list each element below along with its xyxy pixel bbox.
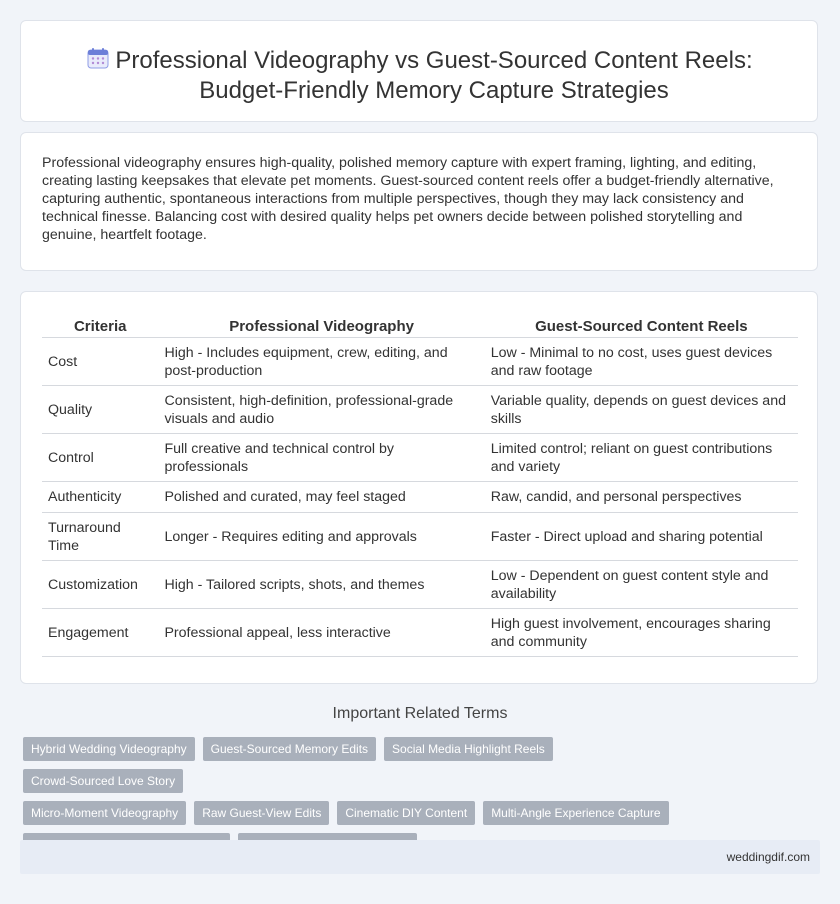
cell-professional: High - Tailored scripts, shots, and themes [158, 561, 484, 609]
header-criteria: Criteria [42, 316, 158, 338]
cell-criteria: Customization [42, 561, 158, 609]
cell-professional: Polished and curated, may feel staged [158, 482, 484, 513]
table-row [42, 386, 798, 434]
header-professional: Professional Videography [158, 316, 484, 338]
table-row [42, 513, 798, 561]
cell-professional: Full creative and technical control by professionals [158, 434, 484, 482]
footer-site[interactable]: weddingdif.com [726, 850, 810, 864]
cell-guest: Variable quality, depends on guest devices and skills [485, 386, 798, 434]
related-terms-title: Important Related Terms [332, 705, 508, 722]
tag-guest-sourced-memory-edits[interactable]: Guest-Sourced Memory Edits [203, 737, 376, 761]
table-row [42, 434, 798, 482]
cell-criteria: Engagement [42, 609, 158, 657]
intro-paragraph: Professional videography ensures high-quality, polished memory capture with expert framing, lighting, and editing, creating lasting keepsakes that elevate pet moments. Guest-sourced content reels offer a budget-friendly alternative, capturing authentic, spontaneous interactions from multiple perspectives, though they may lack consistency and technical finesse. Balancing cost with desired quality helps pet owners decide between polished storytelling and genuine, heartfelt footage. [42, 155, 774, 243]
cell-guest: Low - Minimal to no cost, uses guest devices and raw footage [485, 338, 798, 386]
tag-cinematic-diy-content[interactable]: Cinematic DIY Content [337, 801, 475, 825]
header-card [20, 20, 818, 122]
tag-hybrid-wedding-videography[interactable]: Hybrid Wedding Videography [23, 737, 195, 761]
table-row [42, 482, 798, 513]
comparison-card [20, 291, 818, 684]
cell-guest: High guest involvement, encourages sharing and community [485, 609, 798, 657]
cell-criteria: Authenticity [42, 482, 158, 513]
tag-crowd-sourced-love-story[interactable]: Crowd-Sourced Love Story [23, 769, 183, 793]
page-title-line1: Professional Videography vs Guest-Sourced Content Reels: [115, 47, 753, 74]
intro-card [20, 132, 818, 271]
cell-criteria: Turnaround Time [42, 513, 158, 561]
table-row [42, 561, 798, 609]
tag-social-media-highlight-reels[interactable]: Social Media Highlight Reels [384, 737, 553, 761]
table-header-row [42, 316, 798, 338]
cell-criteria: Quality [42, 386, 158, 434]
tag-raw-guest-view-edits[interactable]: Raw Guest-View Edits [194, 801, 329, 825]
cell-criteria: Cost [42, 338, 158, 386]
page-title [91, 46, 777, 106]
tag-micro-moment-videography[interactable]: Micro-Moment Videography [23, 801, 186, 825]
cell-professional: Longer - Requires editing and approvals [158, 513, 484, 561]
comparison-table [42, 316, 798, 657]
cell-professional: High - Includes equipment, crew, editing, and post-production [158, 338, 484, 386]
footer [20, 840, 820, 874]
cell-guest: Raw, candid, and personal perspectives [485, 482, 798, 513]
tag-multi-angle-experience-capture[interactable]: Multi-Angle Experience Capture [483, 801, 668, 825]
cell-guest: Low - Dependent on guest content style and availability [485, 561, 798, 609]
table-row [42, 338, 798, 386]
cell-professional: Consistent, high-definition, professional-grade visuals and audio [158, 386, 484, 434]
cell-professional: Professional appeal, less interactive [158, 609, 484, 657]
cell-criteria: Control [42, 434, 158, 482]
cell-guest: Faster - Direct upload and sharing potential [485, 513, 798, 561]
table-row [42, 609, 798, 657]
cell-guest: Limited control; reliant on guest contributions and variety [485, 434, 798, 482]
header-guest: Guest-Sourced Content Reels [485, 316, 798, 338]
page-title-line2: Budget-Friendly Memory Capture Strategies [199, 77, 669, 104]
